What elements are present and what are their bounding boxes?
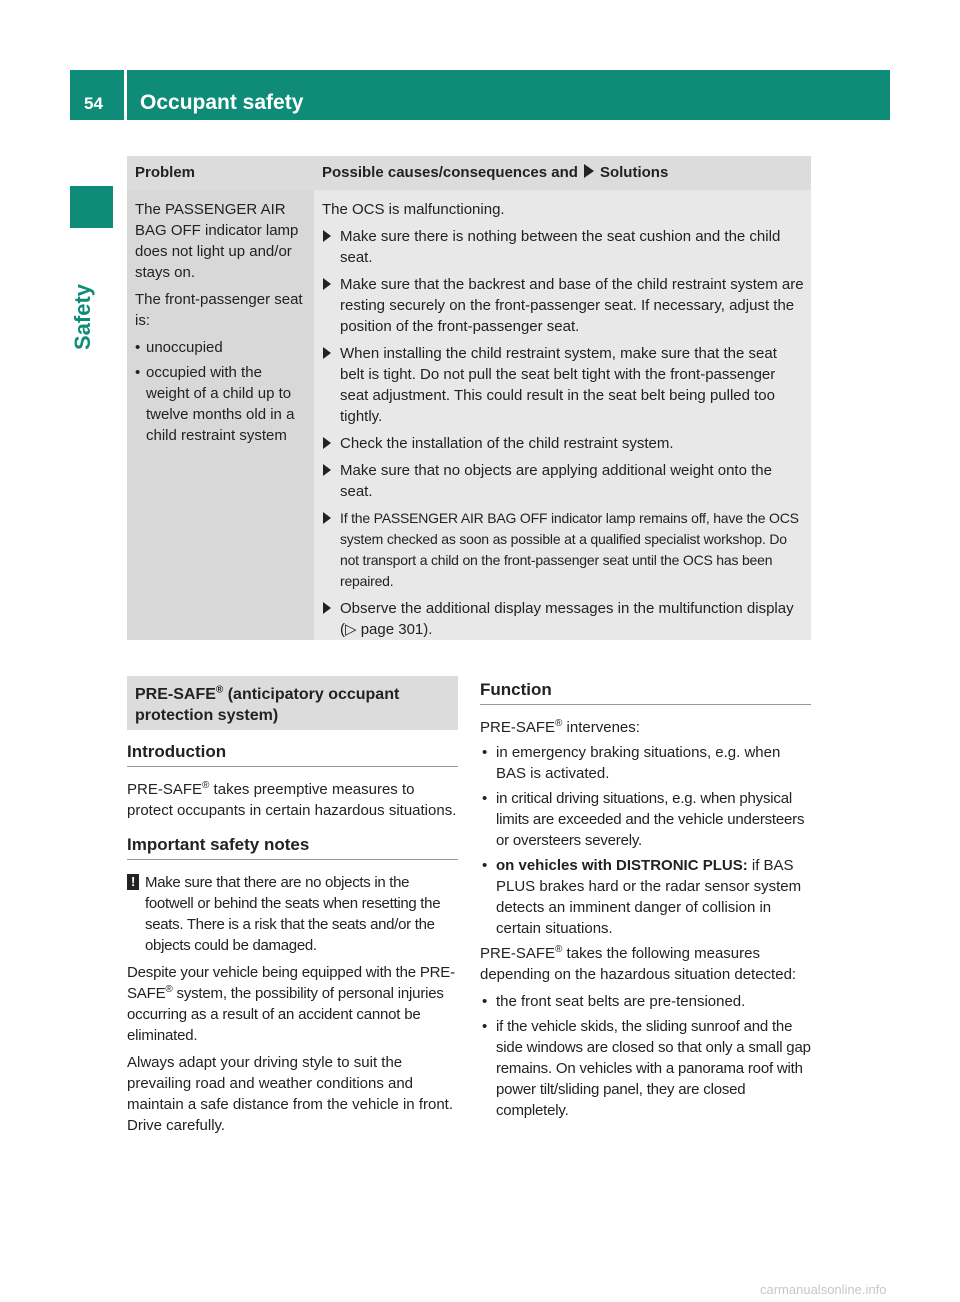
function-heading: Function: [480, 678, 811, 705]
bullet-icon: •: [482, 857, 488, 874]
list-item: [480, 991, 811, 1012]
step-text: Observe the additional display messages in the multifunction display (▷ page 301).: [340, 600, 794, 638]
page-title: Occupant safety: [140, 91, 304, 114]
list-item-text: if the vehicle skids, the sliding sunroof and the side windows are closed so that only a small gap remains. On vehicles with a panorama roof with power tilt/sliding panel, they are closed completely.: [496, 1018, 811, 1119]
warning-icon: !: [127, 874, 139, 890]
safety-notes-heading: Important safety notes: [127, 833, 458, 860]
right-column: [480, 676, 811, 1125]
header-solutions-suffix: Solutions: [599, 164, 669, 181]
intervenes-intro: [480, 717, 811, 738]
list-item-bold: on vehicles with DISTRONIC PLUS:: [496, 857, 748, 874]
step-text: If the PASSENGER AIR BAG OFF indicator lamp remains off, have the OCS system checked as soon as possible at a qualified specialist workshop. Do not transport a child on the front-passenger seat until the OCS has been repaired.: [340, 510, 799, 589]
introduction-heading: Introduction: [127, 740, 458, 767]
header-problem: Problem: [135, 164, 196, 181]
arrow-icon: [323, 230, 331, 242]
section-marker: [70, 186, 113, 228]
brand-text: PRE-SAFE: [480, 945, 556, 962]
heading-text: PRE-SAFE: [135, 686, 216, 703]
header-solutions: [314, 156, 811, 190]
step-text: When installing the child restraint system, make sure that the seat belt is tight. Do not pull the seat belt tight with the front-passenger seat adjustment. This could result in the seat belt being pulled too tightly.: [340, 345, 777, 425]
step-item: [322, 433, 805, 454]
arrow-icon: [323, 278, 331, 290]
registered-mark: ®: [215, 684, 224, 696]
problem-cell: [127, 190, 314, 640]
step-item: [322, 508, 805, 592]
list-item-text: unoccupied: [146, 339, 223, 356]
bullet-icon: •: [482, 790, 488, 807]
troubleshooting-table: [127, 156, 811, 640]
arrow-icon: [323, 512, 331, 524]
cause-text: The OCS is malfunctioning.: [322, 201, 505, 218]
list-item-text: occupied with the weight of a child up to twelve months old in a child restraint system: [146, 364, 295, 444]
list-item: [480, 742, 811, 784]
paragraph: Always adapt your driving style to suit the prevailing road and weather conditions and maintain a safe distance from the vehicle in front. Drive carefully.: [127, 1054, 454, 1134]
list-item: [480, 788, 811, 851]
page-number: 54: [84, 94, 103, 113]
list-item: [135, 362, 308, 446]
step-item: [322, 598, 805, 640]
brand-text: PRE-SAFE: [127, 781, 203, 798]
measures-intro: [480, 943, 811, 985]
heading-text-rest: (anticipatory occupant protection system): [135, 686, 400, 724]
bullet-icon: •: [135, 364, 141, 381]
problem-condition: The front-passenger seat is:: [135, 291, 303, 329]
header-solutions-text: Possible causes/consequences and: [322, 164, 578, 181]
list-item: [135, 337, 308, 358]
step-text: Make sure there is nothing between the seat cushion and the child seat.: [340, 228, 781, 266]
list-item: [480, 1016, 811, 1121]
paragraph: [127, 962, 458, 1046]
arrow-icon: [323, 437, 331, 449]
arrow-icon: [323, 464, 331, 476]
bullet-icon: •: [482, 1018, 488, 1035]
left-column: [127, 676, 458, 1136]
table-header: [127, 156, 811, 190]
list-item-text: in emergency braking situations, e.g. when BAS is activated.: [496, 744, 781, 782]
list-item-text: if BAS PLUS brakes hard or the radar sensor system detects an imminent danger of collision in certain situations.: [496, 857, 802, 937]
paragraph-text: takes preemptive measures to protect occupants in certain hazardous situations.: [127, 781, 457, 819]
registered-mark: ®: [555, 944, 563, 955]
paragraph-text: Despite your vehicle being equipped with the PRE-SAFE: [127, 964, 455, 1002]
paragraph-text: takes the following measures depending on the hazardous situation detected:: [480, 945, 797, 983]
warning-text: Make sure that there are no objects in the footwell or behind the seats when resetting the seats. There is a risk that the seats and/or the objects could be damaged.: [145, 874, 441, 954]
solutions-cell: [314, 190, 811, 640]
brand-text: PRE-SAFE: [480, 719, 556, 736]
bullet-icon: •: [482, 993, 488, 1010]
step-text: Make sure that no objects are applying additional weight onto the seat.: [340, 462, 772, 500]
intro-paragraph: [127, 779, 458, 821]
bullet-icon: •: [135, 339, 141, 356]
list-item-text: the front seat belts are pre-tensioned.: [496, 993, 746, 1010]
list-item: [480, 855, 811, 939]
paragraph-text-rest: system, the possibility of personal injuries occurring as a result of an accident cannot be eliminated.: [127, 985, 444, 1044]
section-tab: [70, 250, 113, 350]
step-text: Check the installation of the child restraint system.: [340, 435, 674, 452]
paragraph-text: intervenes:: [562, 719, 640, 736]
problem-description: The PASSENGER AIR BAG OFF indicator lamp does not light up and/or stays on.: [135, 201, 299, 281]
step-text: Make sure that the backrest and base of the child restraint system are resting securely on the front-passenger seat. If necessary, adjust the position of the front-passenger seat.: [340, 276, 804, 335]
section-tab-label: Safety: [70, 283, 95, 350]
table-row: [127, 190, 811, 640]
step-item: [322, 460, 805, 502]
step-item: [322, 274, 805, 337]
step-item: [322, 226, 805, 268]
list-item-text: in critical driving situations, e.g. when physical limits are exceeded and the vehicle understeers or oversteers severely.: [496, 790, 805, 849]
registered-mark: ®: [555, 718, 563, 729]
section-heading-box: [127, 676, 458, 730]
warning-note: [127, 872, 458, 956]
arrow-icon: [323, 602, 331, 614]
arrow-icon: [323, 347, 331, 359]
header-divider: [124, 70, 127, 120]
bullet-icon: •: [482, 744, 488, 761]
arrow-icon: [584, 164, 594, 178]
registered-mark: ®: [165, 984, 173, 995]
watermark: carmanualsonline.info: [760, 1282, 887, 1297]
registered-mark: ®: [202, 780, 210, 791]
step-item: [322, 343, 805, 427]
